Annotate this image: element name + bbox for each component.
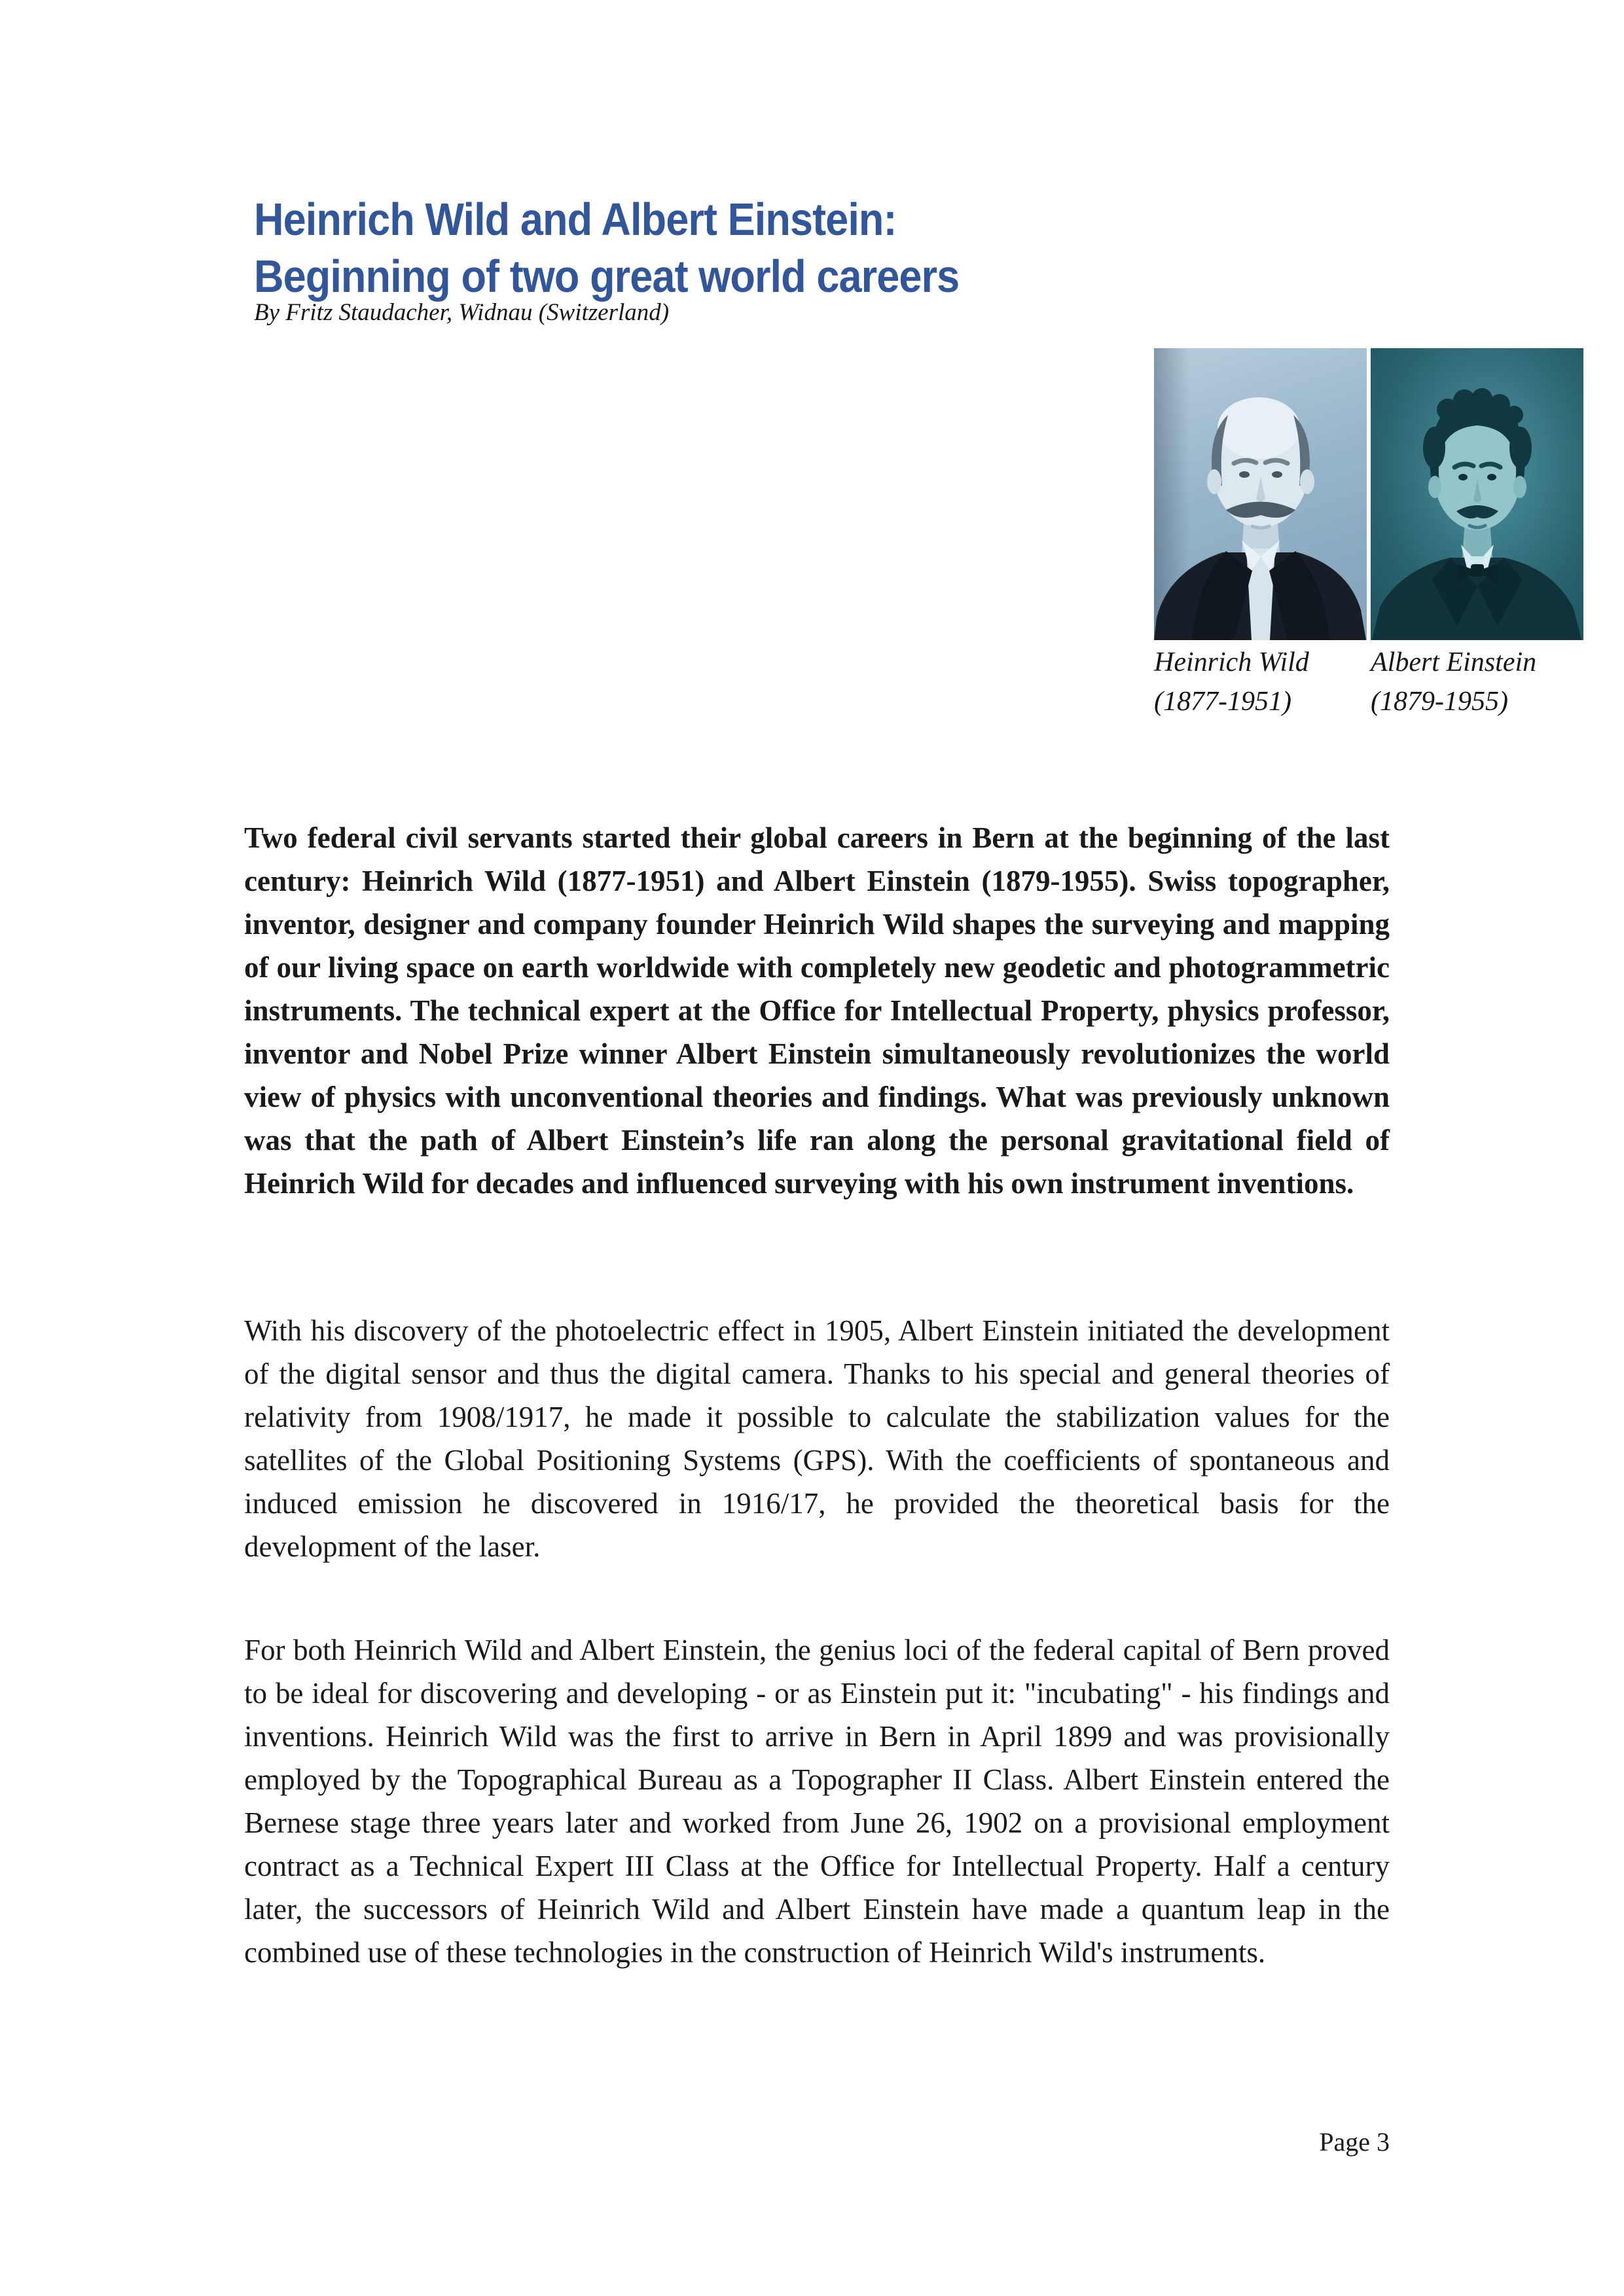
portrait-caption-dates: (1879-1955) [1371, 687, 1508, 717]
article-byline: By Fritz Staudacher, Widnau (Switzerland) [254, 299, 670, 326]
albert-einstein-photo [1371, 348, 1583, 640]
heinrich-wild-portrait-illustration [1154, 348, 1367, 640]
portrait-photos [1154, 348, 1583, 721]
portrait-figure-albert-einstein [1371, 348, 1583, 721]
lead-paragraph: Two federal civil servants started their global careers in Bern at the beginning of the last century: Heinrich Wild (1877-1951) and Albert Einstein (1879-1955). Swiss topographer, inventor, designer and company founder Heinrich Wild shapes the surveying and mapping of our living space on earth worldwide with completely new geodetic and photogrammetric instruments. The technical expert at the Office for Intellectual Property, physics professor, inventor and Nobel Prize winner Albert Einstein simultaneously revolutionizes the world view of physics with unconventional theories and findings. What was previously unknown was that the path of Albert Einstein’s life ran along the personal gravitational field of Heinrich Wild for decades and influenced surveying with his own instrument inventions. [244, 821, 1390, 1200]
article-title-line1: Heinrich Wild and Albert Einstein: [254, 194, 897, 245]
portrait-caption-heinrich-wild [1154, 643, 1367, 721]
heinrich-wild-photo [1154, 348, 1367, 640]
body-paragraph-bern-careers: For both Heinrich Wild and Albert Einstein, the genius loci of the federal capital of Bern proved to be ideal for discovering and developing - or as Einstein put it: "incubating" - his findings and inventions. Heinrich Wild was the first to arrive in Bern in April 1899 and was provisionally employed by the Topographical Bureau as a Topographer II Class. Albert Einstein entered the Bernese stage three years later and worked from June 26, 1902 on a provisional employment contract as a Technical Expert III Class at the Office for Intellectual Property. Half a century later, the successors of Heinrich Wild and Albert Einstein have made a quantum leap in the combined use of these technologies in the construction of Heinrich Wild's instruments. [244, 1634, 1390, 1969]
page-number: Page 3 [1319, 2127, 1390, 2157]
albert-einstein-portrait-illustration [1371, 348, 1583, 640]
portrait-figure-heinrich-wild [1154, 348, 1367, 721]
article-title [254, 191, 1038, 305]
portrait-caption-albert-einstein [1371, 643, 1583, 721]
portrait-caption-name: Albert Einstein [1371, 647, 1537, 677]
article-title-line2: Beginning of two great world careers [254, 251, 960, 302]
body-paragraph-einstein-discoveries: With his discovery of the photoelectric effect in 1905, Albert Einstein initiated the development of the digital sensor and thus the digital camera. Thanks to his special and general theories of relativity from 1908/1917, he made it possible to calculate the stabilization values for the satellites of the Global Positioning Systems (GPS). With the coefficients of spontaneous and induced emission he discovered in 1916/17, he provided the theoretical basis for the development of the laser. [244, 1314, 1390, 1563]
portrait-caption-name: Heinrich Wild [1154, 647, 1309, 677]
portrait-caption-dates: (1877-1951) [1154, 687, 1291, 717]
